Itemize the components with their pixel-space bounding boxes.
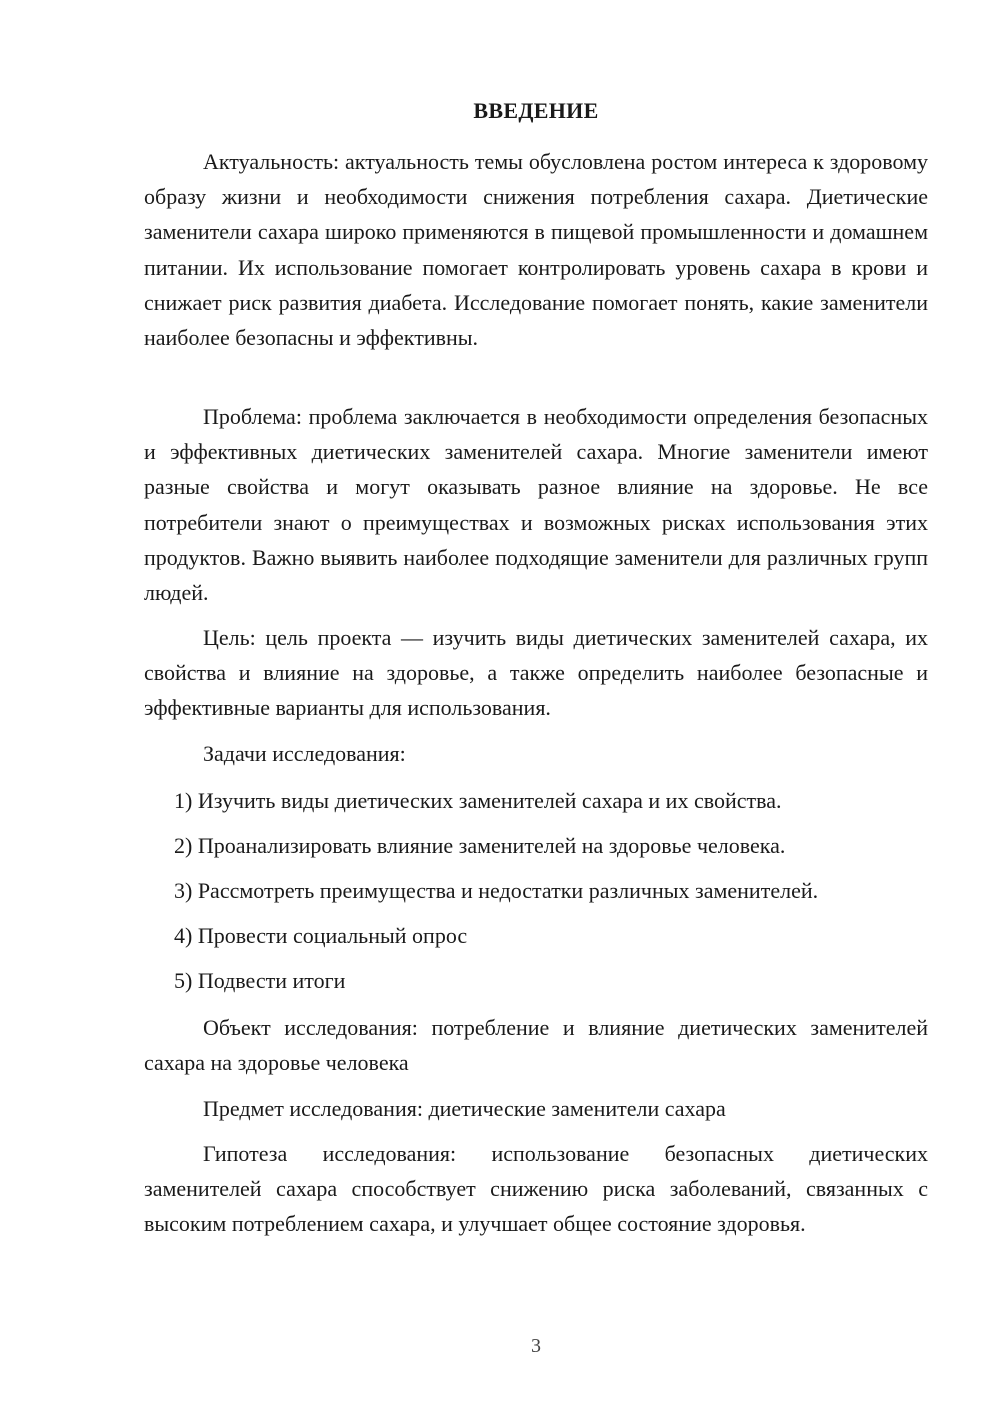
list-item: 3) Рассмотреть преимущества и недостатки различных заменителей. [174,878,819,903]
relevance-paragraph: Актуальность: актуальность темы обусловлена ростом интереса к здоровому образу жизни и необходимости снижения потребления сахара. Диетические заменители сахара широко применяются в пищевой промышленности и домашнем питании. Их использование помогает контролировать уровень сахара в крови и снижает риск развития диабета. Исследование помогает понять, какие заменители наиболее безопасны и эффективны. [144,149,928,351]
hypothesis-paragraph: Гипотеза исследования: использование безопасных диетических заменителей сахара способствует снижению риска заболеваний, связанных с высоким потреблением сахара, и улучшает общее состояние здоровья. [144,1141,928,1237]
list-item: 2) Проанализировать влияние заменителей на здоровье человека. [174,833,786,858]
goal-paragraph: Цель: цель проекта — изучить виды диетических заменителей сахара, их свойства и влияние на здоровье, а также определить наиболее безопасные и эффективные варианты для использования. [144,625,928,721]
subject-paragraph: Предмет исследования: диетические заменители сахара [203,1096,726,1121]
list-item: 4) Провести социальный опрос [174,923,468,948]
page-number: 3 [531,1335,541,1357]
page-title: ВВЕДЕНИЕ [473,98,599,123]
list-item: 1) Изучить виды диетических заменителей сахара и их свойства. [174,788,782,813]
list-item: 5) Подвести итоги [174,968,346,993]
tasks-heading: Задачи исследования: [203,741,406,766]
problem-paragraph: Проблема: проблема заключается в необходимости определения безопасных и эффективных диетических заменителей сахара. Многие заменители имеют разные свойства и могут оказывать разное влияние на здоровье. Не все потребители знают о преимуществах и возможных рисках использования этих продуктов. Важно выявить наиболее подходящие заменители для различных групп людей. [144,404,928,606]
object-paragraph: Объект исследования: потребление и влияние диетических заменителей сахара на здоровье человека [144,1015,928,1076]
